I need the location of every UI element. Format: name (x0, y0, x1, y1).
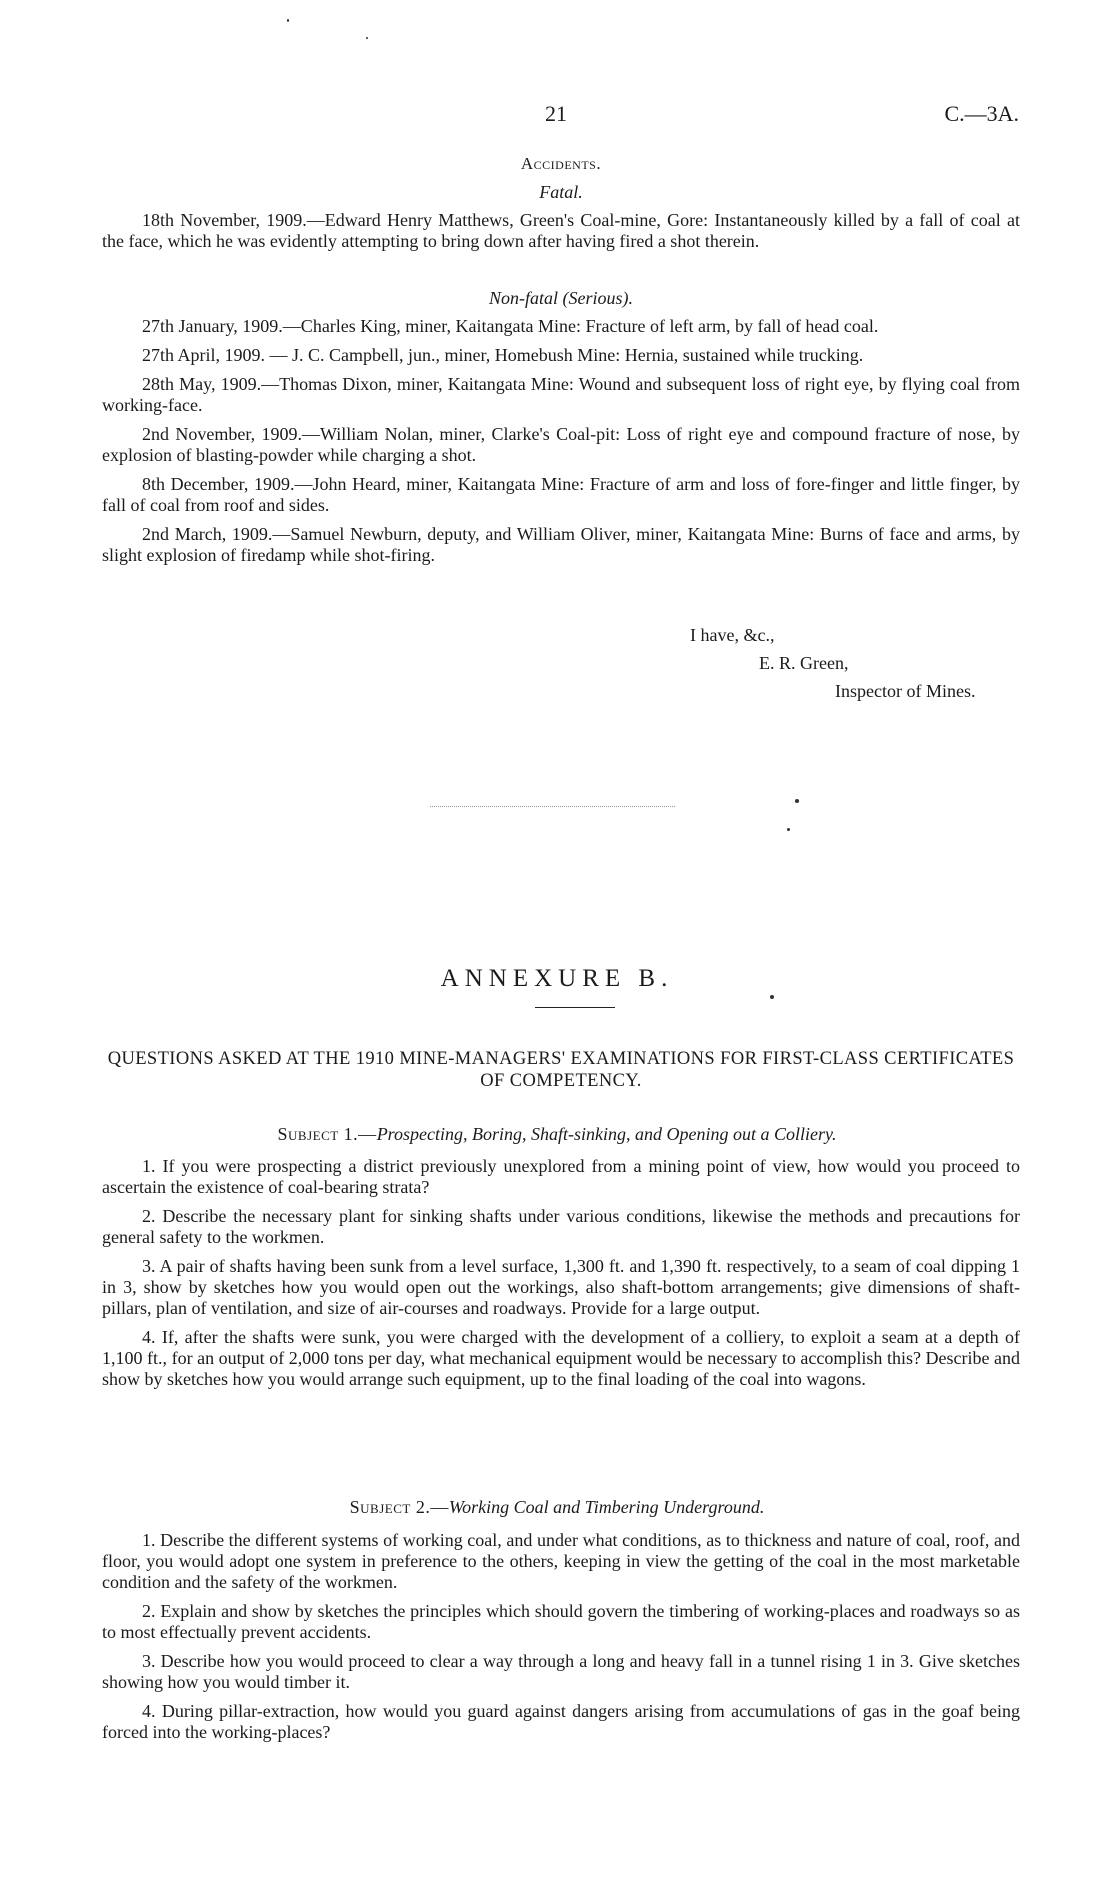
subject-2-label: Subject 2.— (349, 1497, 449, 1517)
ink-speck (795, 799, 799, 803)
annexure-title: ANNEXURE B. (440, 965, 674, 992)
nonfatal-entry: 2nd March, 1909.—Samuel Newburn, deputy, and William Oliver, miner, Kaitangata Mine: Burns of face and arms, by slight explosion of firedamp while shot-firing. (102, 524, 1020, 565)
separator-dots (430, 806, 675, 807)
fatal-entry: 18th November, 1909.—Edward Henry Matthews, Green's Coal-mine, Gore: Instantaneously killed by a fall of coal at the face, which he was evidently attempting to bring down after having fired a shot therein. (102, 210, 1020, 251)
accidents-heading: Accidents. (520, 154, 602, 173)
signatory-title: Inspector of Mines. (835, 681, 976, 701)
subject-2-topic: Working Coal and Timbering Underground. (448, 1497, 765, 1517)
nonfatal-entry: 27th April, 1909. — J. C. Campbell, jun., miner, Homebush Mine: Hernia, sustained while trucking. (142, 345, 864, 365)
title-rule (535, 1007, 615, 1008)
subject-1-heading (0, 1124, 1114, 1145)
subject-2-questions (102, 1530, 1020, 1743)
signatory-name: E. R. Green, (759, 653, 849, 673)
subject-1-label: Subject 1.— (277, 1124, 377, 1144)
question: 4. If, after the shafts were sunk, you were charged with the development of a colliery, to exploit a seam at a depth of 1,100 ft., for an output of 2,000 tons per day, what mechanical equipment would be necessary to accomplish this? Describe and show by sketches how you would arrange such equipment, up to the final loading of the coal into wagons. (102, 1327, 1020, 1389)
closing-line: I have, &c., (690, 625, 775, 645)
ink-speck (787, 828, 790, 831)
nonfatal-list (102, 316, 1020, 566)
nonfatal-entry: 8th December, 1909.—John Heard, miner, Kaitangata Mine: Fracture of arm and loss of fore-finger and little finger, by fall of coal from roof and sides. (102, 474, 1020, 515)
subject-1-questions (102, 1156, 1020, 1390)
nonfatal-entry: 28th May, 1909.—Thomas Dixon, miner, Kaitangata Mine: Wound and subsequent loss of right eye, by flying coal from working-face. (102, 374, 1020, 415)
question: 1. Describe the different systems of working coal, and under what conditions, as to thickness and nature of coal, roof, and floor, you would adopt one system in preference to the others, keeping in view the getting of the coal in the most marketable condition and the safety of the workmen. (102, 1530, 1020, 1592)
question: 4. During pillar-extraction, how would you guard against dangers arising from accumulations of gas in the goaf being forced into the working-places? (102, 1701, 1020, 1742)
nonfatal-heading: Non-fatal (Serious). (489, 288, 633, 308)
subject-2-heading (0, 1497, 1114, 1518)
ink-speck (287, 19, 289, 22)
ink-speck (366, 37, 368, 39)
question: 2. Explain and show by sketches the principles which should govern the timbering of working-places and roadways so as to most effectually prevent accidents. (102, 1601, 1020, 1642)
page-number: 21 (545, 101, 567, 126)
nonfatal-entry: 27th January, 1909.—Charles King, miner, Kaitangata Mine: Fracture of left arm, by fall of head coal. (142, 316, 879, 336)
question: 3. Describe how you would proceed to clear a way through a long and heavy fall in a tunnel rising 1 in 3. Give sketches showing how you would timber it. (102, 1651, 1020, 1692)
question: 3. A pair of shafts having been sunk from a level surface, 1,300 ft. and 1,390 ft. respectively, to a seam of coal dipping 1 in 3, show by sketches how you would open out the workings, also shaft-bottom arrangements; give dimensions of shaft-pillars, plan of ventilation, and size of air-courses and roadways. Provide for a large output. (102, 1256, 1020, 1318)
questions-title: QUESTIONS ASKED AT THE 1910 MINE-MANAGERS' EXAMINATIONS FOR FIRST-CLASS CERTIFICATES OF COMPETENCY. (107, 1049, 1015, 1091)
subject-1-topic: Prospecting, Boring, Shaft-sinking, and Opening out a Colliery. (376, 1124, 837, 1144)
document-code: C.—3A. (944, 101, 1019, 126)
question: 2. Describe the necessary plant for sinking shafts under various conditions, likewise the methods and precautions for general safety to the workmen. (102, 1206, 1020, 1247)
question: 1. If you were prospecting a district previously unexplored from a mining point of view, how would you proceed to ascertain the existence of coal-bearing strata? (102, 1156, 1020, 1197)
nonfatal-entry: 2nd November, 1909.—William Nolan, miner, Clarke's Coal-pit: Loss of right eye and compound fracture of nose, by explosion of blasting-powder while charging a shot. (102, 424, 1020, 465)
ink-speck (770, 995, 774, 999)
fatal-list (102, 210, 1020, 252)
fatal-heading: Fatal. (539, 182, 583, 202)
